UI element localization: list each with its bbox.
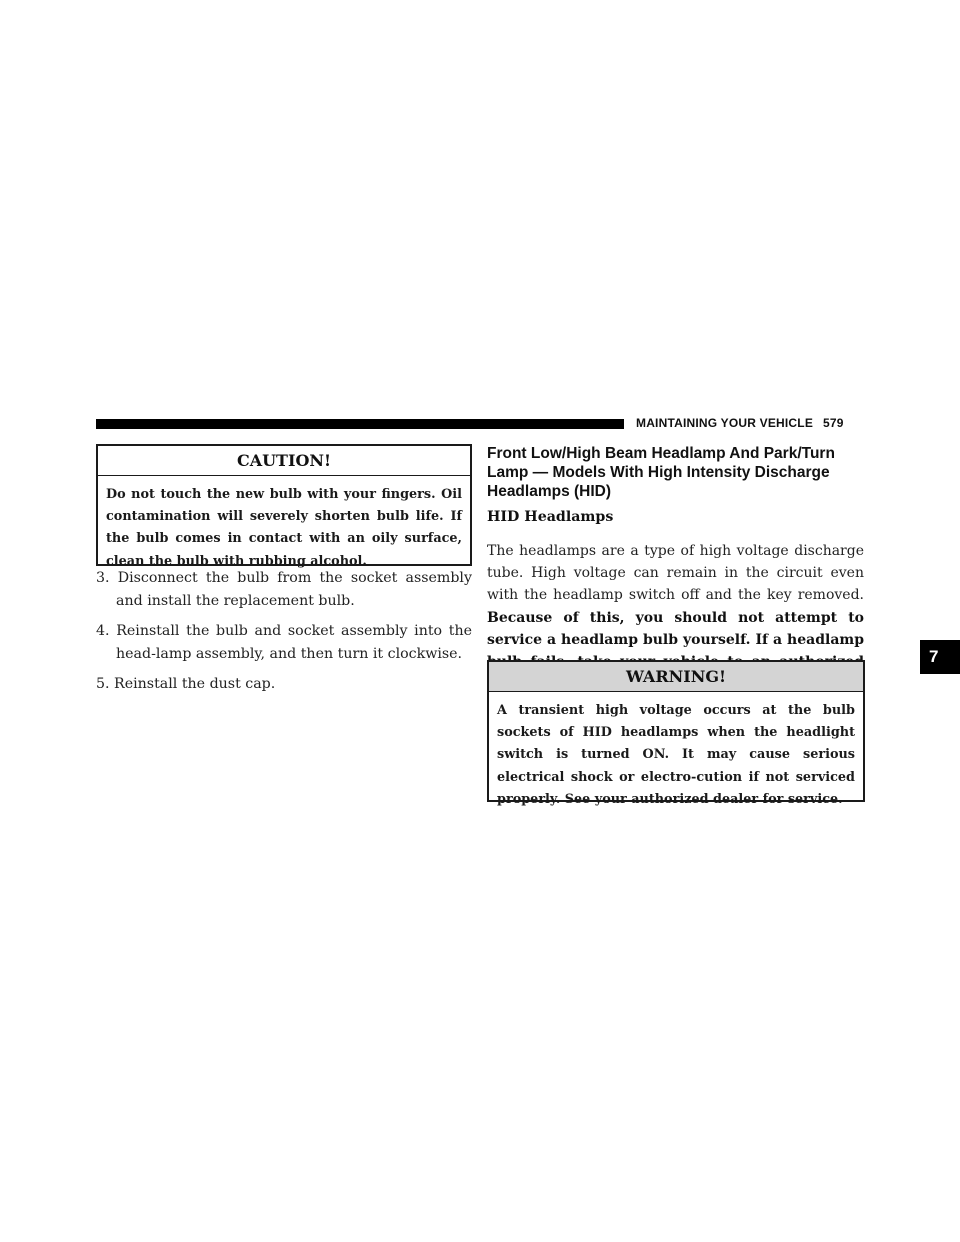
header-section-title: MAINTAINING YOUR VEHICLE: [636, 416, 814, 430]
instruction-steps: [96, 567, 472, 704]
paragraph-text: The headlamps are a type of high voltage discharge tube. High voltage can remain in the circuit even with the headlamp switch off and the key removed.: [487, 543, 864, 604]
caution-title: CAUTION!: [98, 446, 470, 476]
header-rule: [96, 419, 624, 429]
step-5: 5. Reinstall the dust cap.: [96, 676, 276, 692]
subsection-heading: HID Headlamps: [487, 509, 614, 525]
warning-text: A transient high voltage occurs at the bulb sockets of HID headlamps when the headlight switch is turned ON. It may cause serious electrical shock or electro-cution if not serviced properly. See your authorized dealer for service.: [497, 703, 855, 807]
paragraph-emphasis: Because of this, you should not attempt to service a headlamp bulb yourself. If a headlamp: [487, 609, 864, 648]
warning-title: WARNING!: [489, 662, 863, 692]
step-4: 4. Reinstall the bulb and socket assembly into the head-lamp assembly, and then turn it clockwise.: [96, 623, 472, 662]
caution-text: Do not touch the new bulb with your fingers. Oil contamination will severely shorten bulb life. If the bulb comes in contact with an oily surface, clean the bulb with rubbing alcohol.: [106, 487, 462, 569]
chapter-tab: 7: [920, 640, 960, 674]
caution-box: [96, 444, 472, 569]
step-3: 3. Disconnect the bulb from the socket assembly and install the replacement bulb.: [96, 570, 472, 609]
page-number: 579: [823, 416, 844, 430]
warning-box: [487, 660, 865, 807]
section-heading: Front Low/High Beam Headlamp And Park/Turn Lamp — Models With High Intensity Discharge Headlamps (HID): [487, 445, 835, 500]
running-header: [636, 416, 844, 430]
